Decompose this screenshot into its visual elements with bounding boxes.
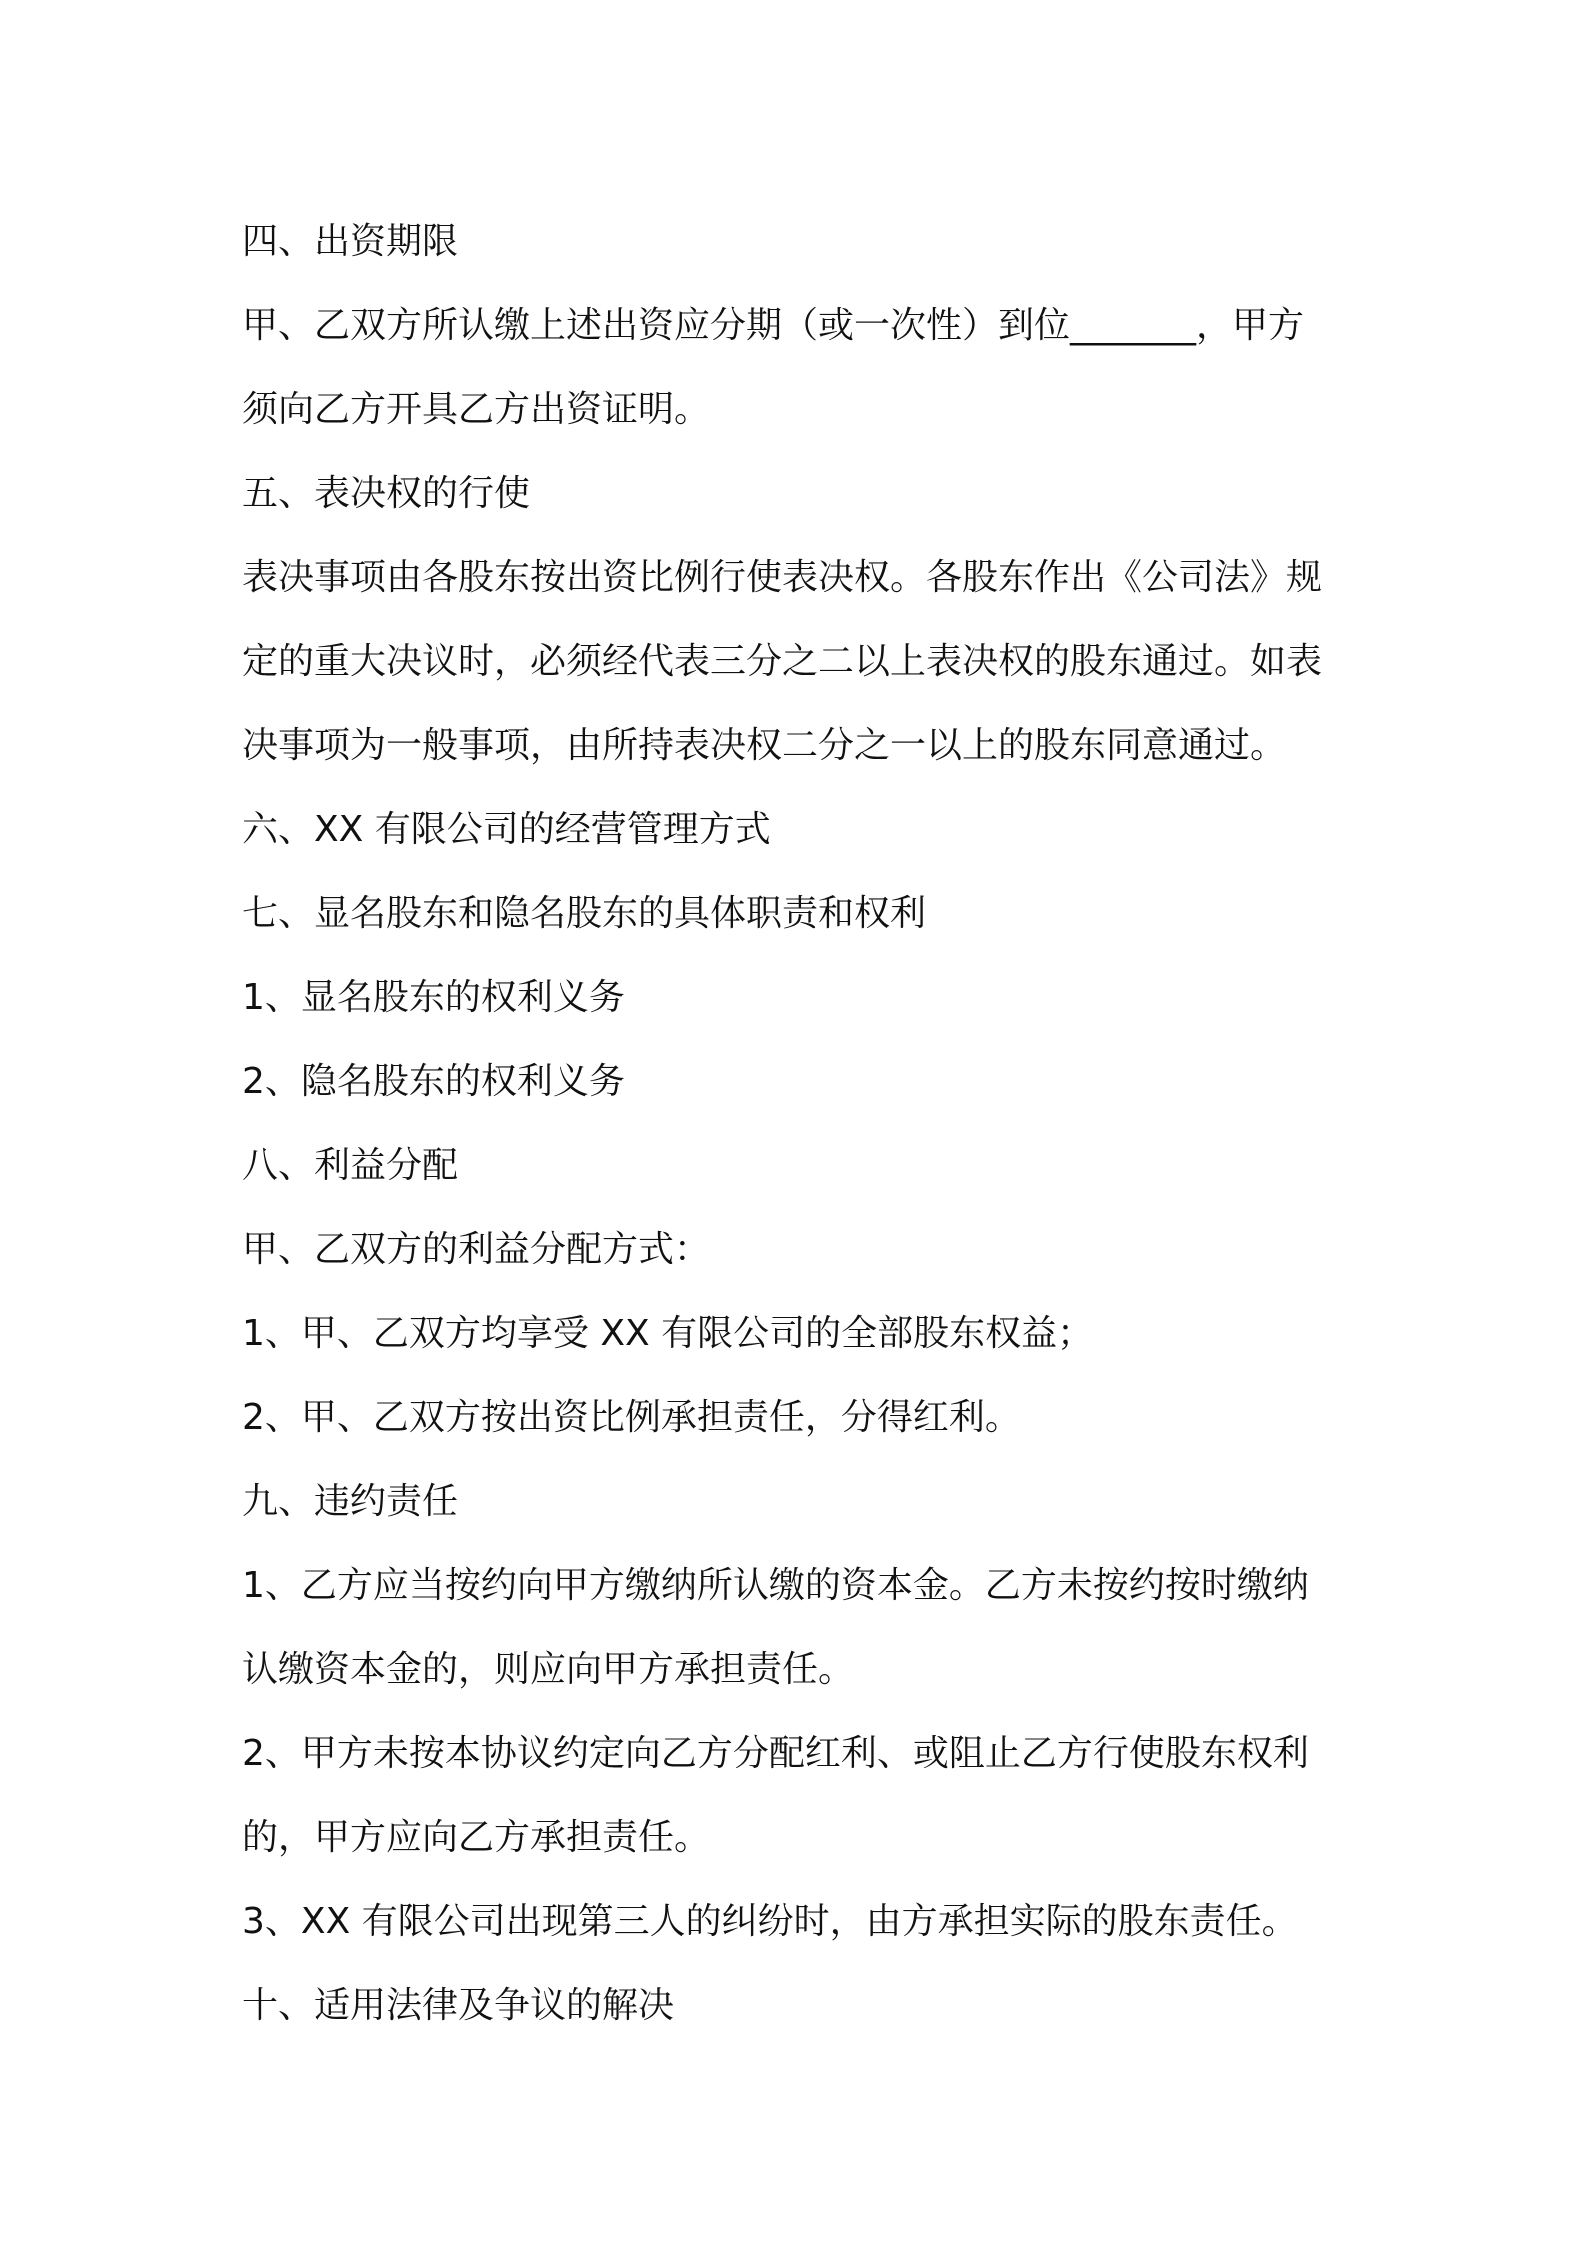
list-item: 2、甲、乙双方按出资比例承担责任，分得红利。 (242, 1397, 1021, 1438)
list-item: 3、XX 有限公司出现第三人的纠纷时，由方承担实际的股东责任。 (242, 1901, 1298, 1942)
list-item: 1、乙方应当按约向甲方缴纳所认缴的资本金。乙方未按约按时缴纳 (242, 1565, 1309, 1606)
list-item: 2、隐名股东的权利义务 (242, 1061, 625, 1102)
section-heading-8: 八、利益分配 (242, 1145, 459, 1186)
paragraph-line: 认缴资本金的，则应向甲方承担责任。 (242, 1649, 855, 1690)
paragraph-line: 须向乙方开具乙方出资证明。 (242, 389, 711, 430)
section-heading-6: 六、XX 有限公司的经营管理方式 (242, 809, 771, 850)
paragraph-line: 表决事项由各股东按出资比例行使表决权。各股东作出《公司法》规 (242, 557, 1323, 598)
section-heading-5: 五、表决权的行使 (242, 473, 531, 514)
list-item: 1、显名股东的权利义务 (242, 977, 625, 1018)
section-heading-9: 九、违约责任 (242, 1481, 459, 1522)
document-body (242, 200, 1362, 2048)
paragraph-line: 决事项为一般事项，由所持表决权二分之一以上的股东同意通过。 (242, 725, 1287, 766)
paragraph-line: 甲、乙双方所认缴上述出资应分期（或一次性）到位_______，甲方 (242, 305, 1305, 346)
paragraph-line: 定的重大决议时，必须经代表三分之二以上表决权的股东通过。如表 (242, 641, 1323, 682)
section-heading-4: 四、出资期限 (242, 221, 459, 262)
section-heading-10: 十、适用法律及争议的解决 (242, 1985, 675, 2026)
list-item: 2、甲方未按本协议约定向乙方分配红利、或阻止乙方行使股东权利 (242, 1733, 1309, 1774)
section-heading-7: 七、显名股东和隐名股东的具体职责和权利 (242, 893, 927, 934)
list-item: 1、甲、乙双方均享受 XX 有限公司的全部股东权益； (242, 1313, 1094, 1354)
paragraph-line: 甲、乙双方的利益分配方式： (242, 1229, 711, 1270)
paragraph-line: 的，甲方应向乙方承担责任。 (242, 1817, 711, 1858)
